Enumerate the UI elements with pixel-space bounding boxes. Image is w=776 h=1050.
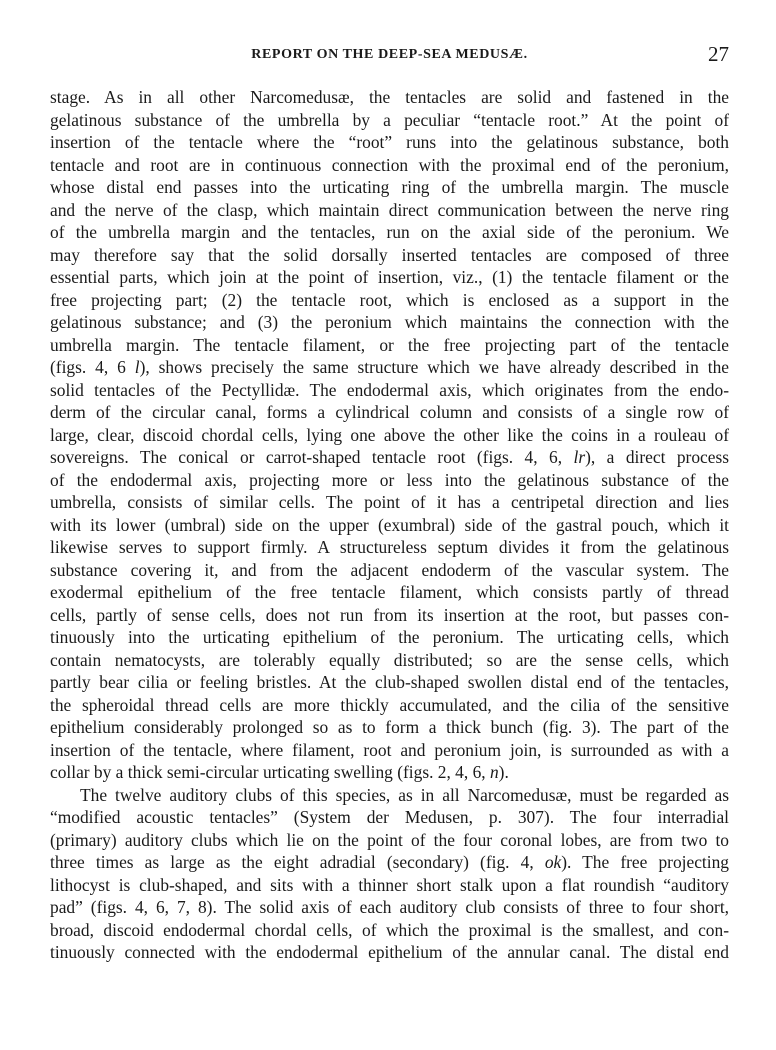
- text-segment: of the endodermal axis, projecting more or less into the gelatinous substance of the: [50, 469, 729, 490]
- text-line: [50, 469, 729, 492]
- text-line: [50, 514, 729, 537]
- text-segment: The twelve auditory clubs of this species, as in all Narcomedusæ, must be regarded as: [80, 784, 729, 805]
- text-segment: may therefore say that the solid dorsally inserted tentacles are composed of three: [50, 244, 729, 265]
- text-segment: large, clear, discoid chordal cells, lying one above the other like the coins in a rouleau of: [50, 424, 729, 445]
- text-segment: partly bear cilia or feeling bristles. At the club-shaped swollen distal end of the tentacles,: [50, 672, 729, 692]
- text-line: [50, 649, 729, 672]
- text-line: [50, 379, 729, 402]
- text-segment: insertion of the tentacle, where filament, root and peronium join, is surrounded as with a: [50, 739, 729, 760]
- text-line: [50, 739, 729, 762]
- text-segment: essential parts, which join at the point of insertion, viz., (1) the tentacle filament or the: [50, 267, 729, 287]
- text-segment: whose distal end passes into the urticating ring of the umbrella margin. The muscle: [50, 177, 729, 197]
- text-segment: tinuously connected with the endodermal epithelium of the annular canal. The distal end: [50, 942, 729, 962]
- text-segment: tentacle and root are in continuous connection with the proximal end of the peronium,: [50, 154, 729, 175]
- text-segment: gelatinous substance; and (3) the peronium which maintains the connection with the: [50, 312, 729, 332]
- text-line: [50, 806, 729, 829]
- text-line: [50, 176, 729, 199]
- text-line: [50, 289, 729, 312]
- text-line: [50, 334, 729, 357]
- text-segment: cells, partly of sense cells, does not run from its insertion at the root, but passes con-: [50, 604, 729, 625]
- text-segment: lithocyst is club-shaped, and sits with a thinner short stalk upon a flat roundish “auditory: [50, 874, 729, 895]
- text-line: [50, 491, 729, 514]
- text-line: [50, 604, 729, 627]
- text-line: [50, 716, 729, 739]
- body-text: [50, 86, 729, 964]
- text-segment: epithelium considerably prolonged so as to form a thick bunch (fig. 3). The part of the: [50, 717, 729, 737]
- text-line: [50, 154, 729, 177]
- text-segment: (figs. 4, 6: [50, 357, 135, 377]
- italic-figure-label: ok: [544, 852, 562, 872]
- text-segment: (primary) auditory clubs which lie on the point of the four coronal lobes, are from two to: [50, 829, 729, 850]
- text-line: [50, 401, 729, 424]
- text-segment: with its lower (umbral) side on the upper (exumbral) side of the gastral pouch, which it: [50, 514, 729, 535]
- text-segment: pad” (figs. 4, 6, 7, 8). The solid axis of each auditory club consists of three to four short,: [50, 897, 729, 917]
- text-line: [50, 244, 729, 267]
- text-line: [50, 446, 729, 469]
- text-line: [50, 311, 729, 334]
- text-line: [50, 626, 729, 649]
- text-segment: insertion of the tentacle where the “root” runs into the gelatinous substance, both: [50, 132, 729, 152]
- text-line: [50, 424, 729, 447]
- text-line: [50, 536, 729, 559]
- page-number: 27: [708, 42, 729, 66]
- text-line: [50, 941, 729, 964]
- text-segment: ), a direct process: [585, 447, 729, 467]
- text-segment: substance covering it, and from the adjacent endoderm of the vascular system. The: [50, 559, 729, 580]
- text-line: [50, 896, 729, 919]
- text-segment: “modified acoustic tentacles” (System der Medusen, p. 307). The four interradial: [50, 807, 729, 827]
- text-line: [50, 581, 729, 604]
- text-segment: three times as large as the eight adradial (secondary) (fig. 4,: [50, 852, 545, 872]
- text-segment: umbrella, consists of similar cells. The point of it has a centripetal direction and lies: [50, 492, 729, 512]
- page-header: [50, 44, 729, 68]
- text-segment: of the umbrella margin and the tentacles, run on the axial side of the peronium. We: [50, 222, 729, 242]
- text-line: [50, 919, 729, 942]
- text-line: [50, 221, 729, 244]
- text-segment: ).: [498, 762, 509, 782]
- text-segment: derm of the circular canal, forms a cylindrical column and consists of a single row of: [50, 402, 729, 422]
- text-segment: collar by a thick semi-circular urticating swelling (figs. 2, 4, 6,: [50, 762, 490, 782]
- text-line: [50, 784, 729, 807]
- text-segment: sovereigns. The conical or carrot-shaped tentacle root (figs. 4, 6,: [50, 447, 574, 467]
- text-line: [50, 761, 729, 784]
- text-segment: broad, discoid endodermal chordal cells, of which the proximal is the smallest, and con-: [50, 919, 729, 940]
- text-segment: and the nerve of the clasp, which maintain direct communication between the nerve ring: [50, 199, 729, 220]
- text-segment: solid tentacles of the Pectyllidæ. The endodermal axis, which originates from the endo-: [50, 379, 729, 400]
- text-line: [50, 694, 729, 717]
- text-line: [50, 356, 729, 379]
- text-line: [50, 829, 729, 852]
- text-segment: umbrella margin. The tentacle filament, or the free projecting part of the tentacle: [50, 334, 729, 355]
- text-line: [50, 131, 729, 154]
- text-segment: ). The free projecting: [561, 852, 729, 872]
- text-segment: ), shows precisely the same structure which we have already described in the: [139, 357, 729, 377]
- text-line: [50, 874, 729, 897]
- italic-figure-label: l: [134, 357, 140, 377]
- text-line: [50, 199, 729, 222]
- text-line: [50, 671, 729, 694]
- text-segment: gelatinous substance of the umbrella by a peculiar “tentacle root.” At the point of: [50, 109, 729, 130]
- italic-figure-label: n: [489, 762, 499, 782]
- text-line: [50, 109, 729, 132]
- text-line: [50, 851, 729, 874]
- text-segment: stage. As in all other Narcomedusæ, the tentacles are solid and fastened in the: [50, 87, 729, 107]
- text-segment: tinuously into the urticating epithelium of the peronium. The urticating cells, which: [50, 627, 729, 647]
- text-segment: contain nematocysts, are tolerably equally distributed; so are the sense cells, which: [50, 649, 729, 670]
- text-segment: the spheroidal thread cells are more thickly accumulated, and the cilia of the sensitive: [50, 694, 729, 715]
- text-segment: exodermal epithelium of the free tentacle filament, which consists partly of thread: [50, 582, 729, 602]
- text-line: [50, 266, 729, 289]
- running-title: REPORT ON THE DEEP-SEA MEDUSÆ.: [251, 47, 528, 62]
- italic-figure-label: lr: [573, 447, 586, 467]
- text-segment: likewise serves to support firmly. A structureless septum divides it from the gelatinous: [50, 537, 729, 557]
- text-line: [50, 559, 729, 582]
- text-line: [50, 86, 729, 109]
- text-segment: free projecting part; (2) the tentacle root, which is enclosed as a support in the: [50, 289, 729, 310]
